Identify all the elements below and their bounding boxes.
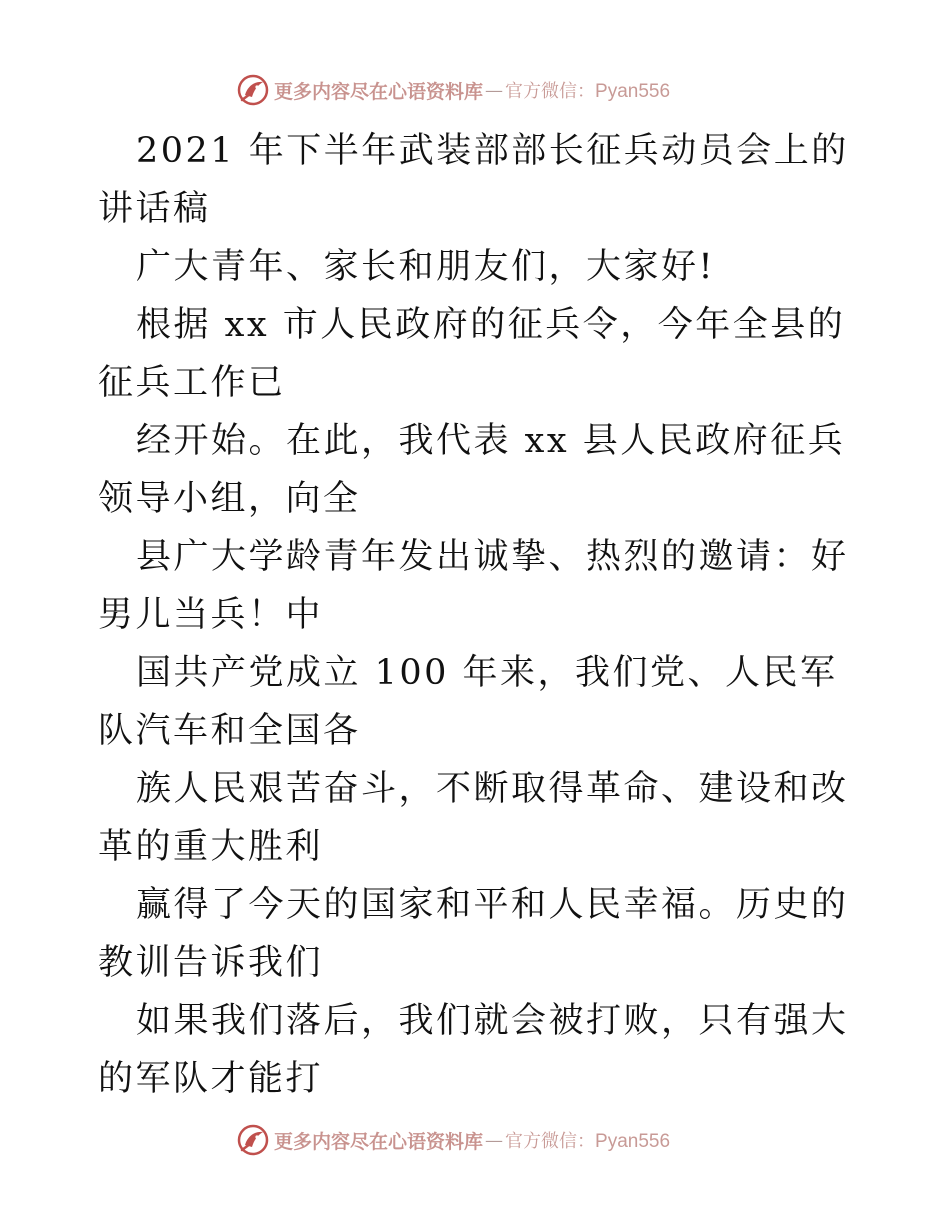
brand-logo-icon <box>236 1123 270 1157</box>
document-body <box>98 122 858 1108</box>
paragraph-greeting: 广大青年、家长和朋友们，大家好! <box>136 247 716 287</box>
footer-banner[interactable] <box>236 1122 716 1158</box>
footer-brand-text: 更多内容尽在心语资料库 <box>274 1130 484 1153</box>
document-title: 2021 年下半年武装部部长征兵动员会上的讲话稿 <box>98 131 849 229</box>
header-banner[interactable] <box>236 72 716 108</box>
paragraph: 经开始。在此，我代表 xx 县人民政府征兵领导小组，向全 <box>98 421 846 519</box>
header-separator: — <box>485 79 504 101</box>
footer-separator: — <box>485 1129 504 1151</box>
paragraph: 县广大学龄青年发出诚挚、热烈的邀请：好男儿当兵！中 <box>98 537 849 635</box>
brand-logo-icon <box>236 73 270 107</box>
header-brand-text: 更多内容尽在心语资料库 <box>274 80 484 103</box>
footer-contact-id: Pyan556 <box>595 1131 671 1152</box>
footer-contact <box>505 1127 670 1153</box>
footer-contact-label: 官方微信： <box>505 1131 596 1152</box>
header-contact-id: Pyan556 <box>595 81 671 102</box>
paragraph: 国共产党成立 100 年来，我们党、人民军队汽车和全国各 <box>98 653 838 751</box>
paragraph: 族人民艰苦奋斗，不断取得革命、建设和改革的重大胜利 <box>98 769 849 867</box>
paragraph: 根据 xx 市人民政府的征兵令，今年全县的征兵工作已 <box>98 305 846 403</box>
paragraph: 赢得了今天的国家和平和人民幸福。历史的教训告诉我们 <box>98 885 849 983</box>
paragraph: 如果我们落后，我们就会被打败，只有强大的军队才能打 <box>98 1001 849 1099</box>
header-contact-label: 官方微信： <box>505 81 596 102</box>
header-contact <box>505 77 670 103</box>
